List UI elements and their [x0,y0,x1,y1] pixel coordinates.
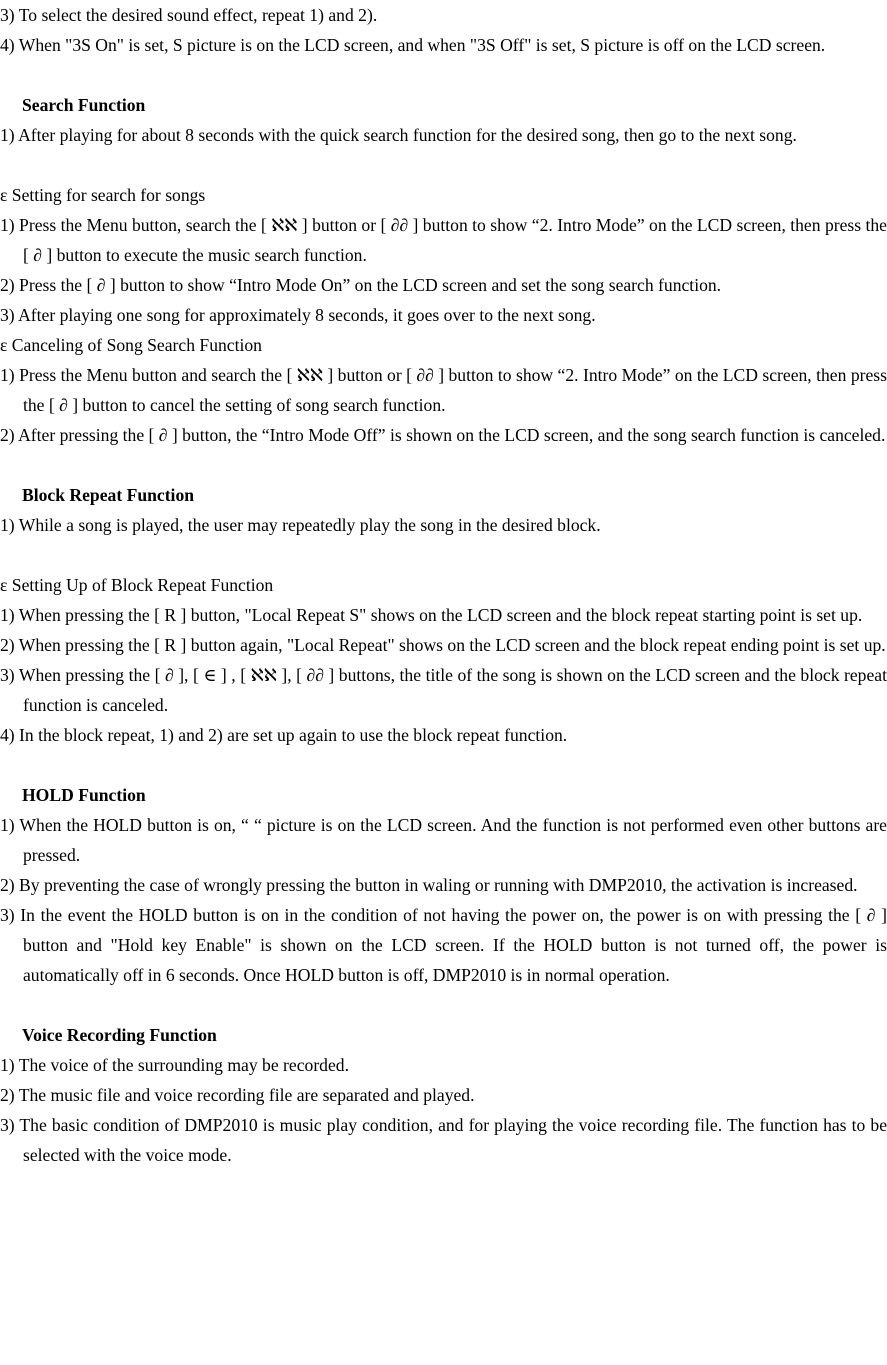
section-heading: Block Repeat Function [22,485,195,505]
subsection-label: ε Canceling of Song Search Function [0,335,262,355]
list-item: 3) The basic condition of DMP2010 is music play condition, and for playing the voice recording file. The function has to be selected with the voice mode. [0,1115,887,1165]
paragraph-spacer [0,450,887,480]
list-item: 1) Press the Menu button and search the [ ℵℵ ] button or [ ∂∂ ] button to show “2. Intro Mode” on the LCD screen, then press the [ ∂ ] button to cancel the setting of song search function. [0,365,887,415]
section-heading: Voice Recording Function [22,1025,217,1045]
paragraph-spacer [0,150,887,180]
list-item: 1) When pressing the [ R ] button, "Local Repeat S" shows on the LCD screen and the block repeat starting point is set up. [0,605,863,625]
list-item: 2) Press the [ ∂ ] button to show “Intro Mode On” on the LCD screen and set the song search function. [0,275,722,295]
paragraph-spacer [0,540,887,570]
list-item: 3) When pressing the [ ∂ ], [ ∈ ] , [ ℵℵ ], [ ∂∂ ] buttons, the title of the song is shown on the LCD screen and the block repeat function is canceled. [0,665,887,715]
section-heading: Search Function [22,95,146,115]
subsection-label: ε Setting Up of Block Repeat Function [0,575,274,595]
list-item: 3) After playing one song for approximately 8 seconds, it goes over to the next song. [0,305,596,325]
list-item: 2) When pressing the [ R ] button again, "Local Repeat" shows on the LCD screen and the block repeat ending point is set up. [0,635,886,655]
subsection-label: ε Setting for search for songs [0,185,206,205]
list-item: 4) In the block repeat, 1) and 2) are set up again to use the block repeat function. [0,725,568,745]
list-item: 4) When "3S On" is set, S picture is on the LCD screen, and when "3S Off" is set, S picture is off on the LCD screen. [0,35,826,55]
list-item: 1) While a song is played, the user may repeatedly play the song in the desired block. [0,515,601,535]
list-item: 3) In the event the HOLD button is on in the condition of not having the power on, the power is on with pressing the [ ∂ ] button and "Hold key Enable" is shown on the LCD screen. If the HOLD button is not turned off, the power is automatically off in 6 seconds. Once HOLD button is off, DMP2010 is in normal operation. [0,905,887,985]
paragraph-spacer [0,750,887,780]
list-item: 1) When the HOLD button is on, “ “ picture is on the LCD screen. And the function is not performed even other buttons are pressed. [0,815,887,865]
list-item: 1) The voice of the surrounding may be recorded. [0,1055,349,1075]
section-heading: HOLD Function [22,785,146,805]
list-item: 1) After playing for about 8 seconds with the quick search function for the desired song, then go to the next song. [0,125,797,145]
list-item: 2) By preventing the case of wrongly pressing the button in waling or running with DMP2010, the activation is increased. [0,875,858,895]
list-item: 1) Press the Menu button, search the [ ℵℵ ] button or [ ∂∂ ] button to show “2. Intro Mode” on the LCD screen, then press the [ ∂ ] button to execute the music search function. [0,215,887,265]
list-item: 2) After pressing the [ ∂ ] button, the “Intro Mode Off” is shown on the LCD screen, and the song search function is canceled. [0,425,886,445]
list-item: 3) To select the desired sound effect, repeat 1) and 2). [0,5,378,25]
paragraph-spacer [0,990,887,1020]
paragraph-spacer [0,60,887,90]
list-item: 2) The music file and voice recording file are separated and played. [0,1085,475,1105]
